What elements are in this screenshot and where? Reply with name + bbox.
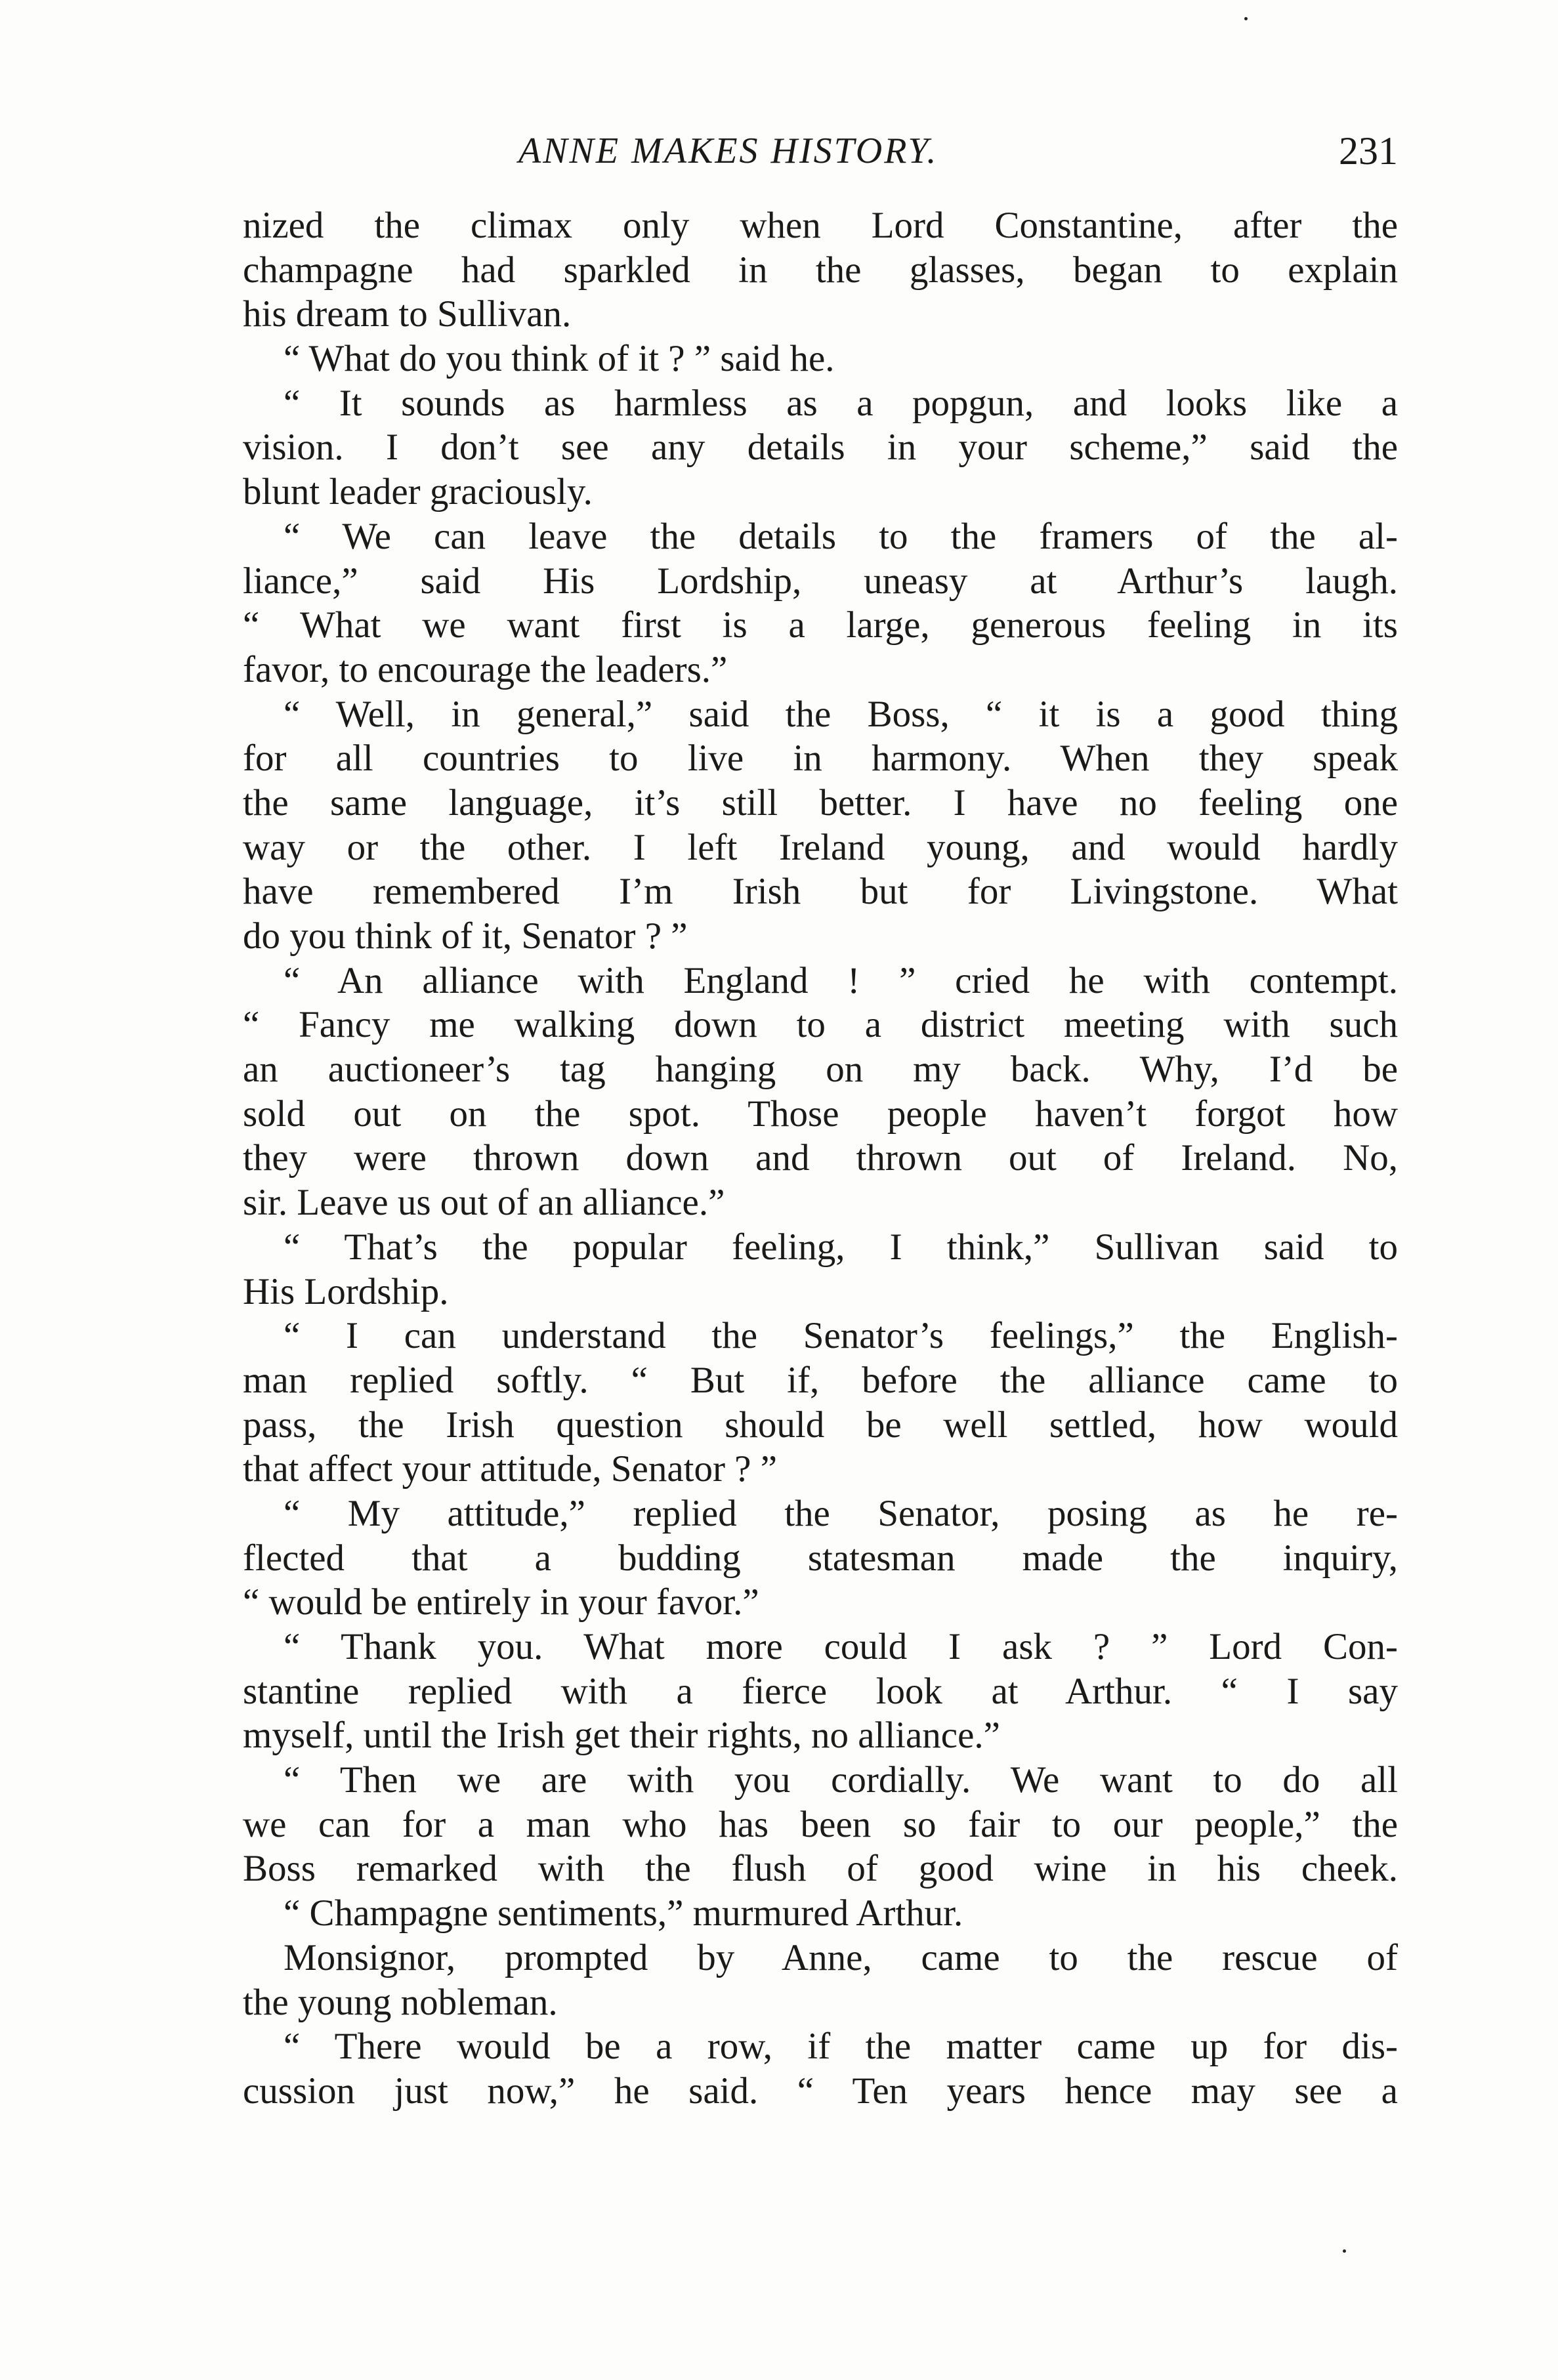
text-line: “ Fancy me walking down to a district meeting with such	[243, 1004, 1398, 1046]
text-line: blunt leader graciously.	[243, 471, 593, 513]
text-line: the young nobleman.	[243, 1981, 558, 2023]
text-line: sir. Leave us out of an alliance.”	[243, 1182, 725, 1224]
text-line: “ Thank you. What more could I ask ? ” Lord Con-	[284, 1626, 1398, 1667]
text-line: stantine replied with a fierce look at Arthur. “ I say	[243, 1670, 1398, 1712]
text-line: man replied softly. “ But if, before the alliance came to	[243, 1359, 1398, 1401]
text-line: “ That’s the popular feeling, I think,” Sullivan said to	[284, 1226, 1398, 1268]
text-line: “ There would be a row, if the matter came up for dis-	[284, 2026, 1398, 2068]
text-line: for all countries to live in harmony. When they speak	[243, 738, 1398, 780]
text-line: do you think of it, Senator ? ”	[243, 915, 688, 957]
text-line: Boss remarked with the flush of good wine in his cheek.	[243, 1848, 1398, 1890]
print-speck	[1244, 17, 1248, 20]
text-line: “ We can leave the details to the framers of the al-	[284, 515, 1398, 557]
text-line: have remembered I’m Irish but for Livingstone. What	[243, 871, 1398, 913]
text-line: liance,” said His Lordship, uneasy at Arthur’s laugh.	[243, 560, 1398, 602]
text-line: Monsignor, prompted by Anne, came to the rescue of	[284, 1936, 1398, 1978]
text-line: flected that a budding statesman made the inquiry,	[243, 1537, 1398, 1579]
text-line: nized the climax only when Lord Constantine, after the	[243, 205, 1398, 246]
text-line: the same language, it’s still better. I have no feeling one	[243, 782, 1398, 824]
text-line: “ Then we are with you cordially. We want to do all	[284, 1759, 1398, 1801]
text-line: “ An alliance with England ! ” cried he with contempt.	[284, 959, 1398, 1001]
print-speck	[1343, 2249, 1346, 2253]
text-line: that affect your attitude, Senator ? ”	[243, 1448, 778, 1490]
text-line: cussion just now,” he said. “ Ten years hence may see a	[243, 2070, 1398, 2112]
text-line: favor, to encourage the leaders.”	[243, 648, 728, 690]
text-line: way or the other. I left Ireland young, and would hardly	[243, 826, 1398, 868]
body-text	[243, 203, 1398, 2172]
running-title: ANNE MAKES HISTORY.	[518, 131, 938, 171]
text-line: “ What do you think of it ? ” said he.	[284, 338, 835, 380]
text-line: “ It sounds as harmless as a popgun, and looks like a	[284, 382, 1398, 424]
text-line: sold out on the spot. Those people haven’t forgot how	[243, 1093, 1398, 1135]
text-line: “ would be entirely in your favor.”	[243, 1581, 759, 1623]
text-line: “ What we want first is a large, generous feeling in its	[243, 604, 1398, 646]
text-line: they were thrown down and thrown out of Ireland. No,	[243, 1137, 1398, 1179]
page-number: 231	[1339, 129, 1398, 173]
text-line: vision. I don’t see any details in your scheme,” said the	[243, 427, 1398, 469]
text-line: His Lordship.	[243, 1270, 449, 1312]
text-line: “ Champagne sentiments,” murmured Arthur.	[284, 1892, 963, 1934]
text-line: myself, until the Irish get their rights, no alliance.”	[243, 1715, 1000, 1757]
text-line: “ My attitude,” replied the Senator, posing as he re-	[284, 1492, 1398, 1534]
text-line: “ Well, in general,” said the Boss, “ it is a good thing	[284, 693, 1398, 735]
running-head	[243, 125, 1398, 177]
text-line: champagne had sparkled in the glasses, began to explain	[243, 249, 1398, 291]
text-line: an auctioneer’s tag hanging on my back. Why, I’d be	[243, 1049, 1398, 1091]
text-line: we can for a man who has been so fair to our people,” the	[243, 1803, 1398, 1845]
text-line: “ I can understand the Senator’s feelings,” the English-	[284, 1315, 1398, 1357]
text-line: pass, the Irish question should be well settled, how would	[243, 1404, 1398, 1446]
text-line: his dream to Sullivan.	[243, 293, 572, 335]
